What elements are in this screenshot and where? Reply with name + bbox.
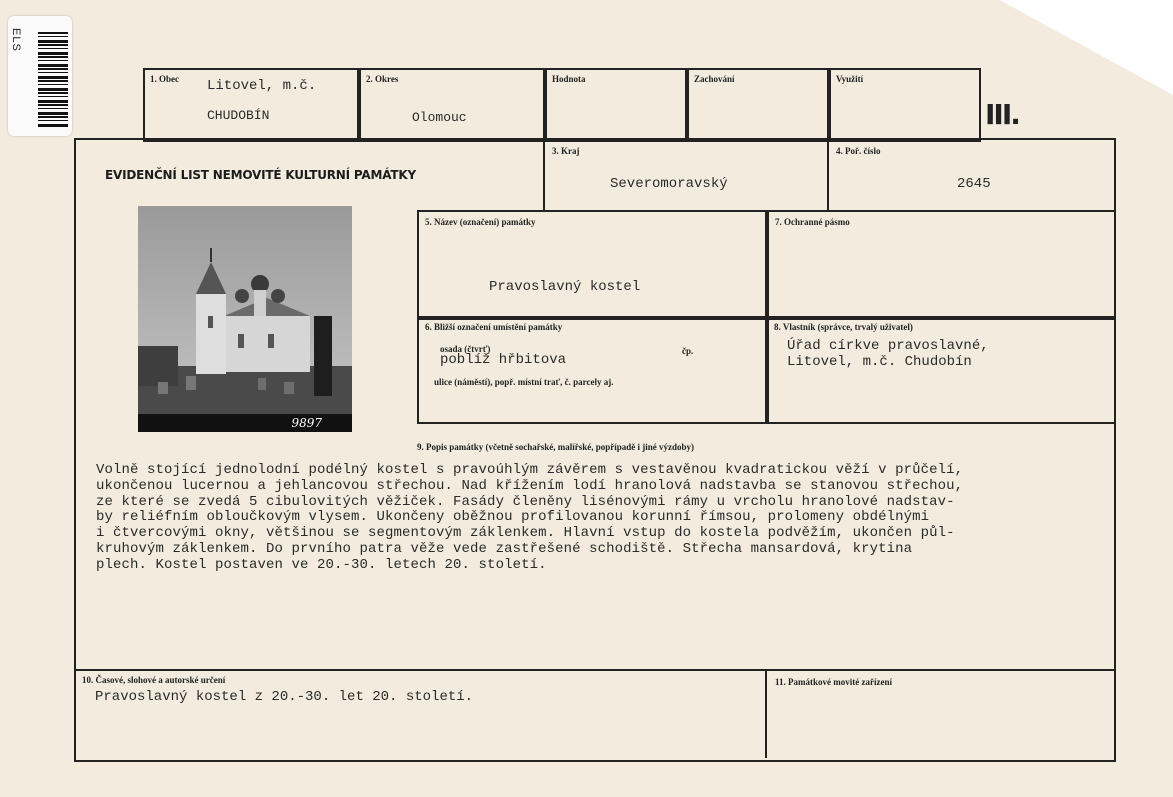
obec-label: 1. Obec — [150, 74, 179, 84]
form-title: EVIDENČNÍ LIST NEMOVITÉ KULTURNÍ PAMÁTKY — [105, 168, 416, 182]
barcode-icon — [38, 32, 68, 128]
church-photo — [138, 206, 352, 432]
hodnota-label: Hodnota — [552, 74, 586, 84]
ulice-label: ulice (náměstí), popř. místní trať, č. parcely aj. — [434, 377, 614, 387]
umisteni-label: 6. Bližší označení umístění památky — [425, 322, 563, 332]
osada-label: osada (čtvrť) — [440, 344, 491, 354]
vlastnik-label: 8. Vlastník (správce, trvalý uživatel) — [774, 322, 913, 332]
nazev-value: Pravoslavný kostel — [489, 279, 641, 295]
umisteni-cell — [417, 316, 769, 424]
photo-number: 9897 — [291, 416, 322, 430]
barcode-code: ELS — [10, 28, 22, 52]
obec-value: Litovel, m.č. — [207, 78, 317, 94]
vyuziti-label: Využití — [836, 74, 864, 84]
popis-text: Volně stojící jednolodní podélný kostel s pravoúhlým závěrem s vestavěnou kvadratickou věží v průčelí, ukončenou lucernou a jehlancovou střechou. Nad křížením lodí hranolová nadstavba se stanovou střechou, ze které se zvedá 5 cibulovitých věžiček. Fasády členěny lisénovými rámy u vrcholu hranolové nadstav- by reliéfním obloučkovým vlysem. Ukončeny oběžnou profilovanou korunní římsou, prolomeny obdélnými i čtvercovými okny, většinou se segmentovým záklenkem. Hlavní vstup do kostela podvěžím, ukončen půl- kruhovým záklenkem. Do prvního patra věže vede zastřešené schodiště. Střecha mansardová, krytina plech. Kostel postaven ve 20.-30. letech 20. století. — [96, 462, 964, 573]
kraj-value: Severomoravský — [610, 176, 728, 192]
divider — [543, 138, 545, 212]
okres-value: Olomouc — [412, 110, 467, 125]
popis-label: 9. Popis památky (včetně sochařské, malířské, popřípadě i jiné výzdoby) — [417, 442, 695, 452]
por-cislo-value: 2645 — [957, 176, 991, 192]
por-cislo-label: 4. Poř. číslo — [836, 146, 881, 156]
church-photo-image — [138, 206, 352, 432]
vlastnik-line2: Litovel, m.č. Chudobín — [787, 354, 972, 370]
divider — [765, 669, 767, 758]
barcode-tag — [8, 16, 72, 136]
cp-label: čp. — [682, 346, 694, 356]
divider — [74, 669, 1114, 671]
umisteni-value: poblíž hřbitova — [440, 352, 567, 368]
movite-label: 11. Památkové movité zařízení — [775, 677, 892, 687]
vlastnik-cell — [765, 316, 1116, 424]
divider — [827, 138, 829, 212]
nazev-label: 5. Název (označení) památky — [425, 217, 536, 227]
vlastnik-line1: Úřad církve pravoslavné, — [787, 338, 989, 354]
urceni-value: Pravoslavný kostel z 20.-30. let 20. století. — [95, 689, 474, 705]
zachovani-label: Zachování — [694, 74, 735, 84]
okres-label: 2. Okres — [366, 74, 399, 84]
kraj-label: 3. Kraj — [552, 146, 580, 156]
urceni-label: 10. Časové, slohové a autorské určení — [82, 675, 226, 685]
obec-part: CHUDOBÍN — [207, 108, 270, 123]
category-mark: III. — [985, 98, 1019, 131]
ochranne-label: 7. Ochranné pásmo — [775, 217, 850, 227]
